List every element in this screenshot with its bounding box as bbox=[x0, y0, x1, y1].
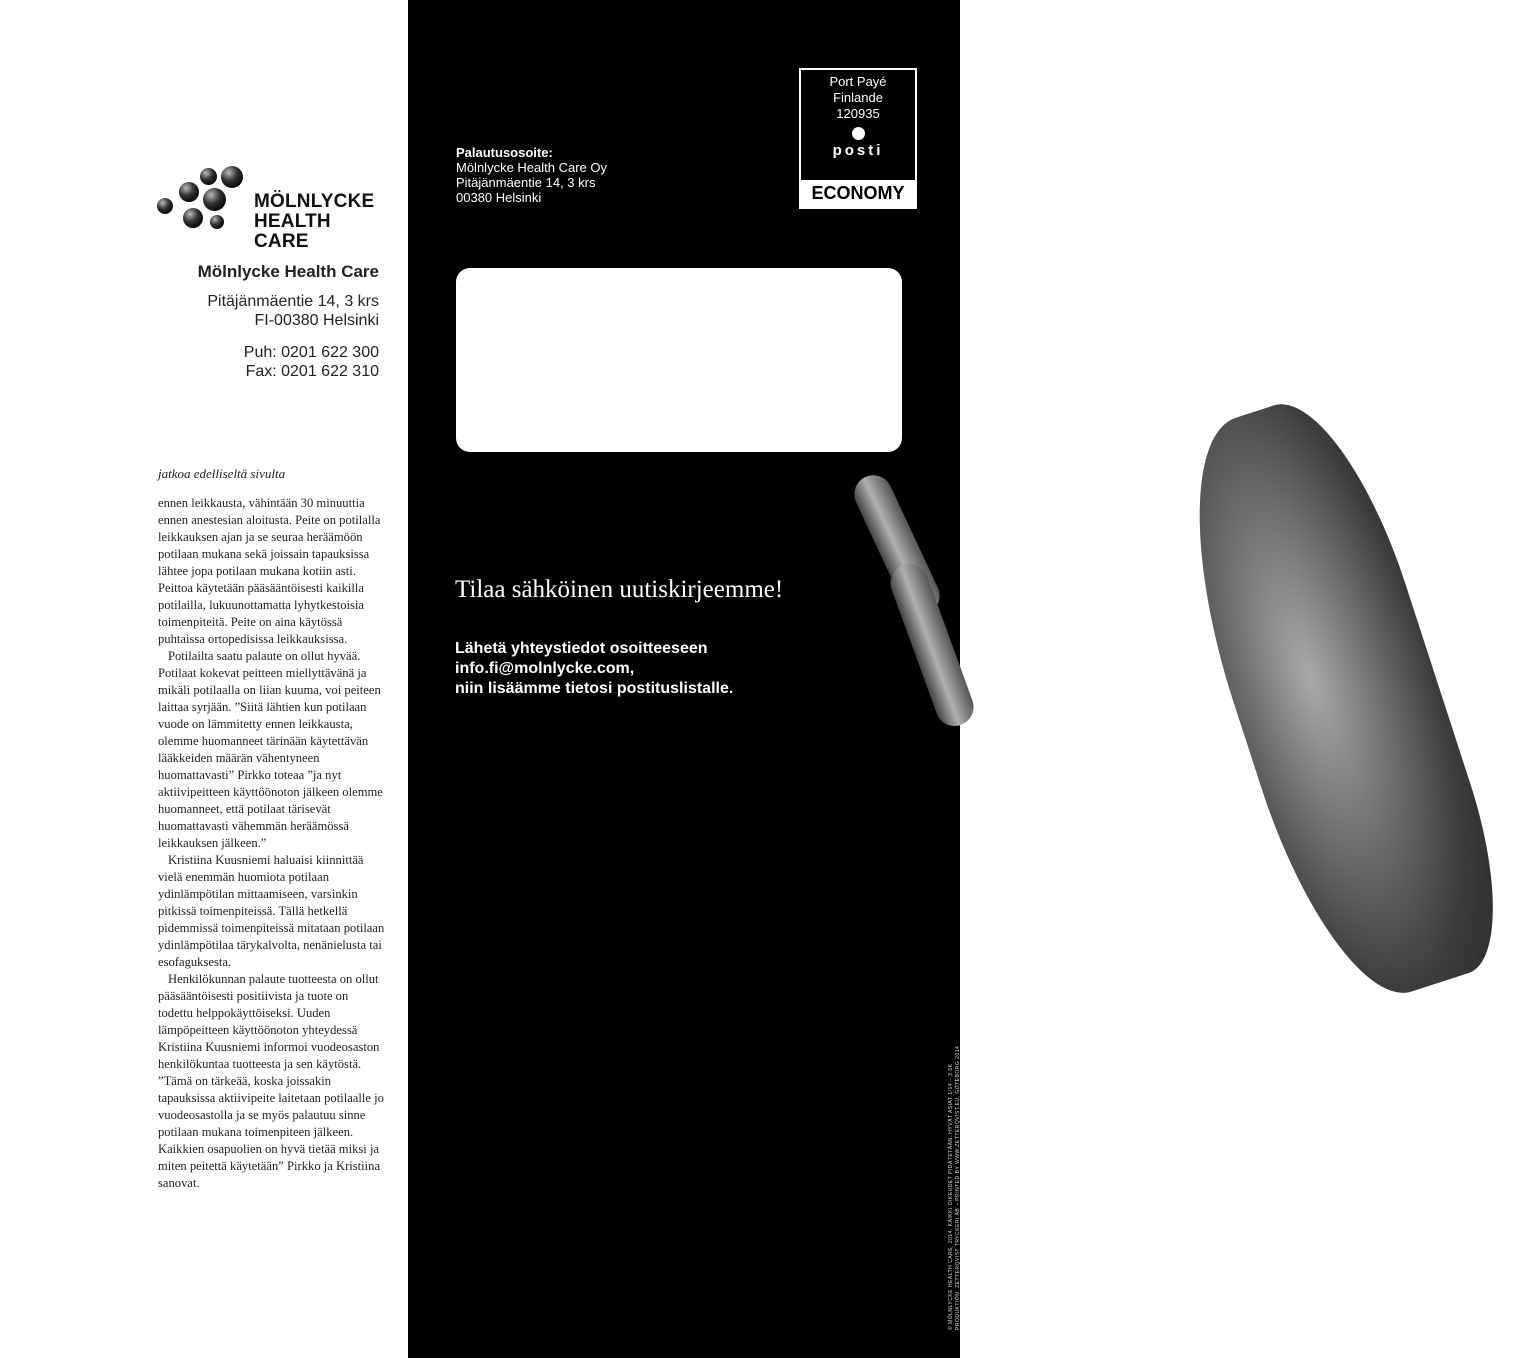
address-postal: FI-00380 Helsinki bbox=[254, 312, 379, 329]
newsletter-line: niin lisäämme tietosi postituslistalle. bbox=[455, 680, 734, 697]
return-address-line: Mölnlycke Health Care Oy bbox=[456, 160, 607, 175]
postage-line: Port Payé bbox=[829, 74, 887, 89]
logo-text bbox=[254, 192, 385, 252]
postage-line: 120935 bbox=[836, 106, 880, 121]
postage-line: Finlande bbox=[833, 90, 883, 105]
postage-class: ECONOMY bbox=[801, 180, 915, 207]
posti-dot-icon bbox=[852, 127, 865, 140]
newsletter-line: Lähetä yhteystiedot osoitteeseen bbox=[455, 640, 708, 657]
address-window bbox=[456, 268, 902, 452]
article-paragraph: ennen leikkausta, vähintään 30 minuuttia ennen anestesian aloitusta. Peite on potilalla leikkauksen ajan ja se seuraa heräämöön potilaan mukana sekä joissain tapauksissa lähtee jopa potilaan mukana kotiin asti. Peittoa käytetään pääsääntöisesti kaikilla potilailla, lukuunottamatta lyhytkestoisia toimenpiteitä. Peite on aina käytössä puhtaissa ortopedisissa leikkauksissa. bbox=[158, 496, 381, 646]
address-street: Pitäjänmäentie 14, 3 krs bbox=[207, 293, 379, 310]
newsletter-headline: Tilaa sähköinen uutiskirjeemme! bbox=[455, 576, 784, 603]
molnlycke-logo bbox=[155, 160, 385, 252]
side-imprint bbox=[948, 1046, 962, 1330]
address-phone: Puh: 0201 622 300 bbox=[243, 344, 379, 361]
posti-brand: posti bbox=[832, 142, 884, 159]
logo-line-1: MÖLNLYCKE bbox=[254, 191, 375, 212]
article-column bbox=[158, 465, 386, 1192]
address-fax: Fax: 0201 622 310 bbox=[245, 363, 379, 380]
imprint-line: PRODUKTION: ZETTERQVIST TRYCKERI AB – PRINTED BY WWW.ZETTERQVIST.EU, GÖTEBORG 2014 bbox=[955, 1045, 961, 1330]
return-address-title: Palautusosoite: bbox=[456, 145, 553, 160]
return-address-line: Pitäjänmäentie 14, 3 krs bbox=[456, 175, 596, 190]
article-paragraph: Potilailta saatu palaute on ollut hyvää. Potilaat kokevat peitteen miellyttävänä ja mikäli potilaalla on liian kuuma, voi peiteen laittaa syrjään. ”Siitä lähtien kun potilaan vuode on lämmitetty ennen leikkausta, olemme huomanneet tärinään käytettävän lääkkeiden määrän vähentyneen huomattavasti” Pirkko toteaa ”ja nyt aktiivipeitteen käyttöönoton jälkeen olemme huomanneet, että potilaat tärisevät huomattavasti vähemmän heräämössä leikkauksen jälkeen.” bbox=[158, 649, 383, 850]
return-address bbox=[456, 145, 607, 205]
sender-address bbox=[198, 262, 379, 381]
address-company: Mölnlycke Health Care bbox=[197, 262, 379, 281]
article-paragraph: Henkilökunnan palaute tuotteesta on ollut pääsääntöisesti positiivista ja tuote on todettu helppokäyttöiseksi. Uuden lämpöpeitteen käyttöönoton yhteydessä Kristiina Kuusniemi informoi vuodeosaston henkilökuntaa tuotteesta ja sen käytöstä. ”Tämä on tärkeää, koska joissakin tapauksissa aktiivipeite laitetaan potilaalle jo vuodeosastolla ja se myös palautuu sinne potilaan mukana toimenpiteen jälkeen. Kaikkien osapuolien on hyvä tietää miksi ja miten peitettä käytetään” Pirkko ja Kristiina sanovat. bbox=[158, 972, 384, 1190]
postage-box bbox=[799, 68, 917, 209]
article-paragraph: Kristiina Kuusniemi haluaisi kiinnittää vielä enemmän huomiota potilaan ydinlämpötilan mittaamiseen, varsinkin pitkissä toimenpiteissä. Tällä hetkellä pidemmissä toimenpiteissä mitataan potilaan ydinlämpötilaa tärykalvolta, nenänielusta tai esofaguksesta. bbox=[158, 853, 385, 969]
hand-photo bbox=[1150, 384, 1526, 1016]
continued-note: jatkoa edelliseltä sivulta bbox=[158, 466, 286, 481]
newsletter-email-link[interactable]: info.fi@molnlycke.com, bbox=[455, 660, 635, 677]
return-address-line: 00380 Helsinki bbox=[456, 190, 542, 205]
imprint-line: © MÖLNLYCKE HEALTH CARE, 2014. KAIKKI OIKEUDET PIDÄTETÄÄN. HYVÄT ASIAT 1/14 – 3.5K bbox=[948, 1063, 954, 1330]
newsletter-promo bbox=[455, 575, 783, 699]
logo-line-2: HEALTH CARE bbox=[254, 211, 331, 252]
logo-balls-icon bbox=[155, 160, 250, 235]
